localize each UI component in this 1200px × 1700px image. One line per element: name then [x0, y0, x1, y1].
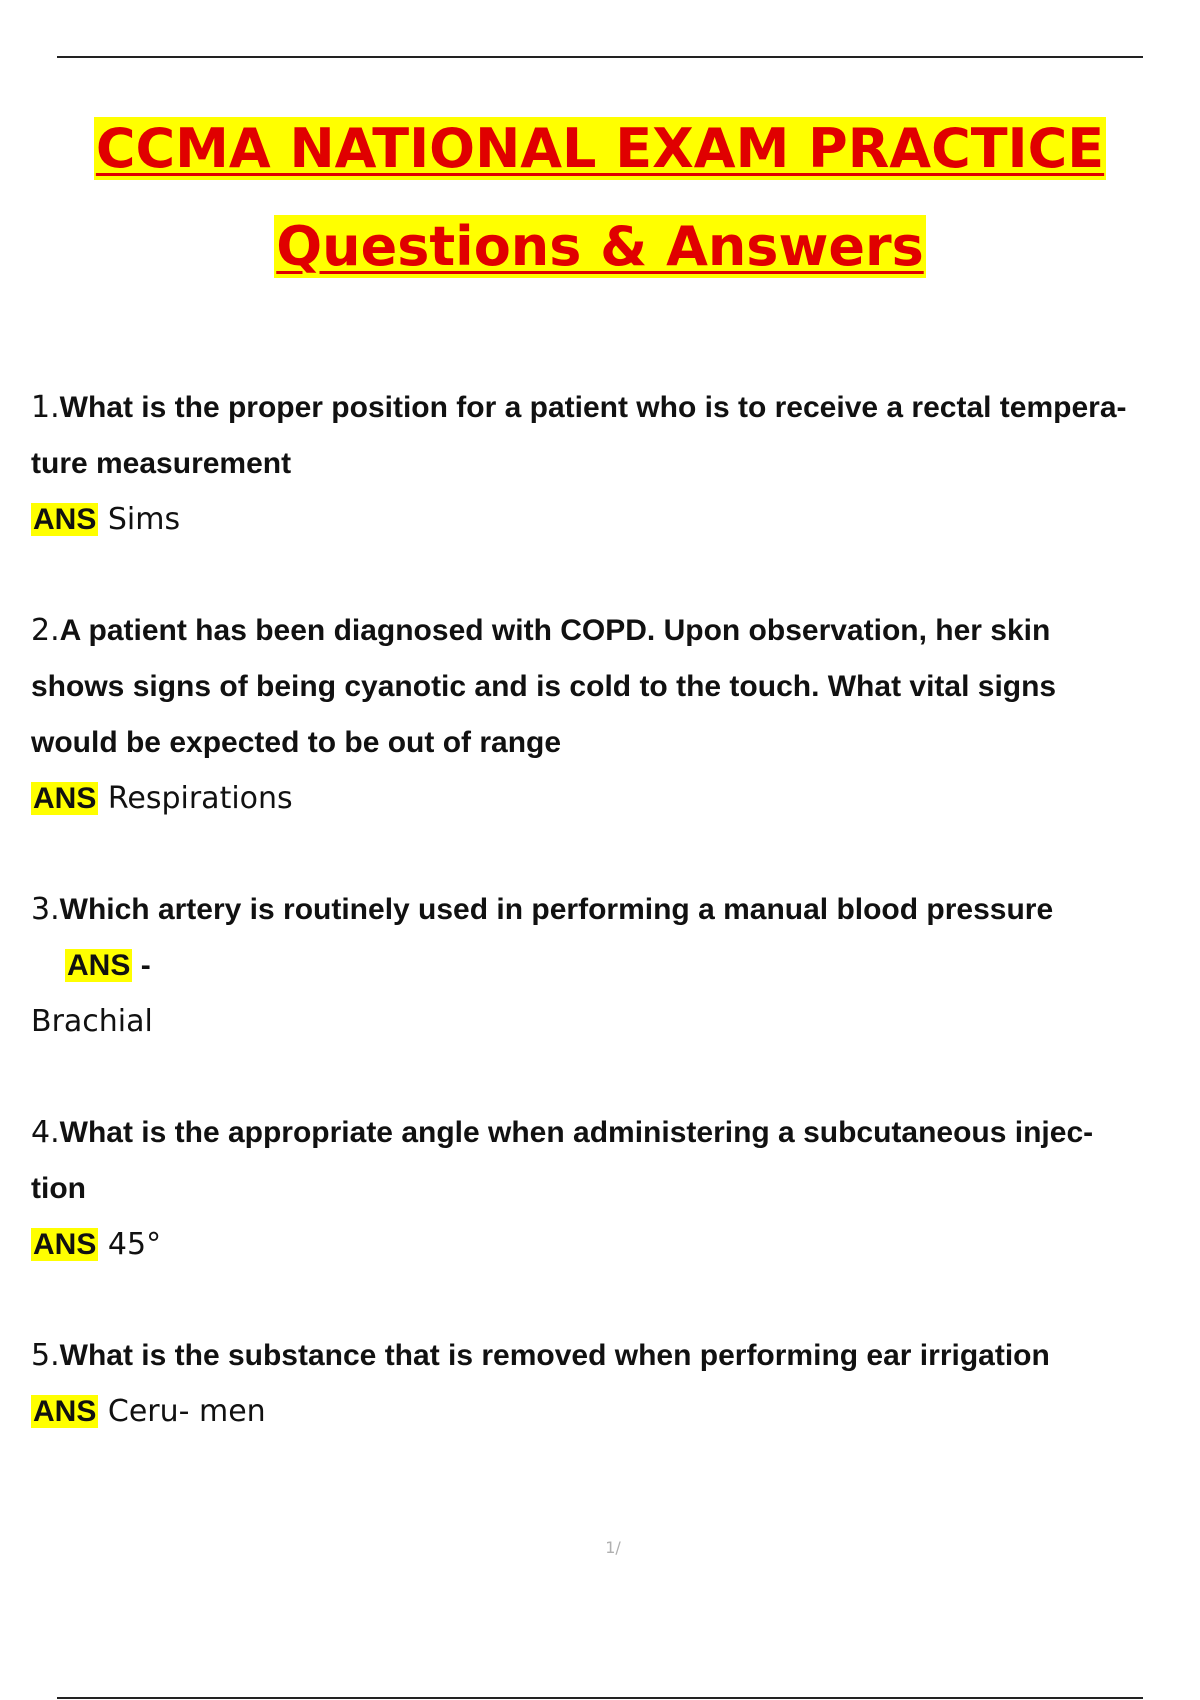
qa-item-5 — [31, 1328, 1151, 1440]
ans-label: ANS — [33, 782, 97, 815]
answer-1 — [31, 492, 1151, 548]
question-1 — [31, 380, 1151, 492]
question-number: 2. — [31, 613, 60, 648]
question-2 — [31, 603, 1151, 771]
answer-text: Respirations — [107, 781, 293, 816]
answer-text: Brachial — [31, 1004, 153, 1039]
ans-label: ANS — [33, 1228, 97, 1261]
qa-item-4 — [31, 1105, 1151, 1273]
question-number: 3. — [31, 892, 60, 927]
question-text: A patient has been diagnosed with COPD. Upon observation, her skin shows signs of being cyanotic and is cold to the touch. What vital signs would be expected to be out of range — [31, 614, 1057, 759]
question-text: Which artery is routinely used in performing a manual blood pressure — [59, 893, 1054, 926]
answer-2 — [31, 771, 1151, 827]
qa-item-1 — [31, 380, 1151, 548]
inline-ans-marker — [31, 938, 1151, 994]
qa-list — [31, 380, 1151, 1495]
question-3 — [31, 882, 1151, 994]
question-5 — [31, 1328, 1151, 1384]
title-line-2: Questions & Answers — [276, 215, 924, 278]
qa-item-3 — [31, 882, 1151, 1050]
bottom-rule — [57, 1697, 1143, 1699]
question-number: 1. — [31, 390, 60, 425]
top-rule — [57, 56, 1143, 58]
qa-item-2 — [31, 603, 1151, 827]
answer-4 — [31, 1217, 1151, 1273]
answer-text: Ceru- men — [107, 1394, 266, 1429]
question-text: What is the substance that is removed when performing ear irrigation — [59, 1339, 1050, 1372]
title-line-1: CCMA NATIONAL EXAM PRACTICE — [95, 117, 1105, 180]
answer-5 — [31, 1384, 1151, 1440]
ans-label: ANS — [33, 503, 97, 536]
answer-3 — [31, 994, 1151, 1050]
document-title — [0, 100, 1200, 296]
answer-text: Sims — [107, 502, 181, 537]
answer-text: 45° — [107, 1227, 162, 1262]
ans-label: ANS — [33, 1395, 97, 1428]
ans-dash: - — [140, 949, 151, 982]
question-4 — [31, 1105, 1151, 1217]
ans-label: ANS — [67, 949, 131, 982]
question-text: What is the appropriate angle when administering a subcutaneous injec- tion — [31, 1116, 1094, 1205]
question-number: 4. — [31, 1115, 60, 1150]
question-number: 5. — [31, 1338, 60, 1373]
page-number: 1/ — [605, 1538, 621, 1557]
question-text: What is the proper position for a patient who is to receive a rectal tempera- ture measurement — [31, 391, 1127, 480]
